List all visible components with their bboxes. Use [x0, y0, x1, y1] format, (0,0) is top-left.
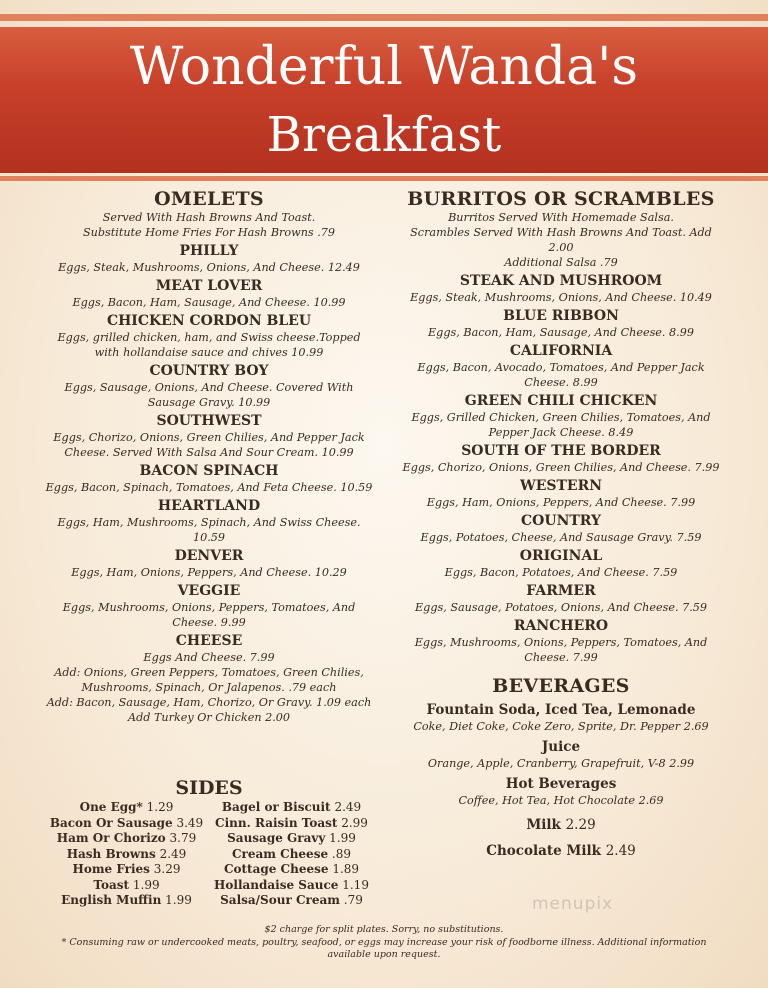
menu-item — [44, 547, 374, 580]
beverage-desc: Coffee, Hot Tea, Hot Chocolate 2.69 — [458, 794, 664, 807]
item-name: ORIGINAL — [519, 548, 603, 564]
omelets-section — [44, 188, 374, 725]
item-name: SOUTHWEST — [156, 413, 262, 429]
item-desc: Eggs, Sausage, Potatoes, Onions, And Cheese. 7.59 — [414, 601, 707, 614]
sides-title: SIDES — [175, 777, 243, 799]
side-price: .89 — [331, 846, 351, 861]
item-desc: Eggs, Sausage, Onions, And Cheese. Covered With Sausage Gravy. 10.99 — [64, 381, 354, 409]
addons-note: Add: Onions, Green Peppers, Tomatoes, Green Chilies, Mushrooms, Spinach, Or Jalapenos. .79 each — [54, 666, 364, 694]
item-name: PHILLY — [179, 243, 239, 259]
side-name: Cream Cheese — [231, 846, 329, 861]
side-item — [209, 800, 374, 816]
item-name: CHEESE — [175, 633, 243, 649]
burritos-section — [396, 188, 726, 860]
beverage-name: Juice — [541, 739, 581, 755]
side-price: 3.79 — [169, 831, 197, 845]
omelets-note: Served With Hash Browns And Toast. — [102, 211, 316, 224]
item-desc: Eggs, Chorizo, Onions, Green Chilies, And Pepper Jack Cheese. Served With Salsa And Sour Cream. 10.99 — [53, 431, 365, 459]
item-desc: Eggs, Bacon, Potatoes, And Cheese. 7.59 — [444, 566, 678, 579]
menu-item — [44, 277, 374, 310]
item-name: HEARTLAND — [157, 498, 261, 514]
side-item — [44, 893, 209, 909]
side-price: .79 — [343, 893, 363, 907]
burritos-title: BURRITOS OR SCRAMBLES — [407, 188, 715, 210]
menu-item — [396, 342, 726, 390]
side-price: 1.89 — [332, 862, 360, 876]
omelets-note: Substitute Home Fries For Hash Browns .79 — [83, 226, 335, 239]
menu-item — [396, 442, 726, 475]
side-name: Hash Browns — [66, 846, 156, 861]
beverages-title: BEVERAGES — [492, 675, 630, 697]
sides-right-column — [209, 800, 374, 909]
top-stripe — [0, 14, 768, 21]
side-item — [209, 831, 374, 847]
item-name: BLUE RIBBON — [503, 308, 619, 324]
item-name: CHICKEN CORDON BLEU — [106, 313, 312, 329]
item-desc: Eggs, Bacon, Ham, Sausage, And Cheese. 8.99 — [428, 326, 694, 339]
side-name: Cottage Cheese — [223, 862, 329, 876]
item-name: COUNTRY BOY — [149, 363, 269, 379]
side-name: Toast — [93, 877, 130, 892]
item-desc: Eggs, Steak, Mushrooms, Onions, And Cheese. 10.49 — [410, 291, 712, 304]
burritos-note: Scrambles Served With Hash Browns And Toast. Add 2.00 — [410, 226, 712, 254]
sides-left-column — [44, 800, 209, 909]
side-name: Cinn. Raisin Toast — [215, 815, 338, 830]
side-item — [209, 893, 374, 909]
item-name: FARMER — [526, 583, 596, 599]
beverage-item — [396, 738, 726, 771]
menu-item — [44, 312, 374, 360]
side-item — [44, 816, 209, 832]
item-desc: Eggs, Bacon, Spinach, Tomatoes, And Feta Cheese. 10.59 — [45, 481, 373, 494]
item-name: SOUTH OF THE BORDER — [461, 443, 661, 459]
item-name: DENVER — [174, 548, 244, 564]
side-name: English Muffin — [61, 893, 162, 907]
banner-title-line1: Wonderful Wanda's — [129, 37, 639, 97]
item-name: VEGGIE — [177, 583, 241, 599]
menu-item — [396, 617, 726, 665]
side-item — [209, 816, 374, 832]
beverage-item — [396, 701, 726, 734]
menu-item — [396, 392, 726, 440]
item-desc: Eggs, Ham, Mushrooms, Spinach, And Swiss Cheese. 10.59 — [57, 516, 361, 544]
item-desc: Eggs, Ham, Onions, Peppers, And Cheese. 10.29 — [71, 566, 347, 579]
item-desc: Eggs, Potatoes, Cheese, And Sausage Gravy. 7.59 — [420, 531, 702, 544]
side-name: Sausage Gravy — [227, 831, 326, 845]
menu-item — [44, 242, 374, 275]
menu-item — [396, 547, 726, 580]
item-name: CALIFORNIA — [509, 343, 613, 359]
menu-item — [396, 272, 726, 305]
side-price: 1.99 — [165, 893, 192, 907]
side-item — [44, 878, 209, 894]
side-price: 2.49 — [159, 846, 187, 861]
side-item — [44, 831, 209, 847]
addons-note: Add Turkey Or Chicken 2.00 — [127, 711, 290, 724]
menu-item — [44, 497, 374, 545]
side-item — [44, 847, 209, 863]
menu-item — [396, 307, 726, 340]
item-desc: Eggs, Grilled Chicken, Green Chilies, Tomatoes, And Pepper Jack Cheese. 8.49 — [411, 411, 711, 439]
footer — [40, 924, 728, 962]
item-desc: Eggs, Ham, Onions, Peppers, And Cheese. 7.99 — [426, 496, 696, 509]
item-desc: Eggs, Mushrooms, Onions, Peppers, Tomatoes, And Cheese. 9.99 — [62, 601, 356, 629]
bottom-stripe — [0, 176, 768, 181]
chocolate-milk-item — [396, 842, 726, 860]
menu-item — [396, 477, 726, 510]
side-name: Hollandaise Sauce — [214, 877, 339, 892]
sides-section — [44, 776, 374, 909]
watermark: menupix — [532, 894, 614, 914]
side-name: Ham Or Chorizo — [56, 831, 166, 845]
chocolate-milk-name: Chocolate Milk — [486, 843, 601, 859]
side-item — [209, 862, 374, 878]
addons-note: Add: Bacon, Sausage, Ham, Chorizo, Or Gravy. 1.09 each — [46, 696, 372, 709]
menu-item — [44, 362, 374, 410]
item-desc: Eggs, Chorizo, Onions, Green Chilies, And Cheese. 7.99 — [402, 461, 720, 474]
side-price: 1.29 — [146, 800, 174, 814]
burritos-note: Burritos Served With Homemade Salsa. — [448, 211, 674, 224]
side-price: 1.99 — [329, 831, 356, 845]
milk-price: 2.29 — [565, 817, 596, 833]
menu-item — [44, 632, 374, 665]
item-name: GREEN CHILI CHICKEN — [464, 393, 658, 409]
item-name: RANCHERO — [513, 618, 609, 634]
omelets-title: OMELETS — [154, 188, 264, 210]
menu-item — [396, 512, 726, 545]
side-price: 3.29 — [153, 862, 181, 876]
item-desc: Eggs, Bacon, Ham, Sausage, And Cheese. 10.99 — [72, 296, 346, 309]
banner-title-line2: Breakfast — [266, 107, 502, 163]
milk-item — [396, 816, 726, 834]
item-name: WESTERN — [519, 478, 603, 494]
side-name: Salsa/Sour Cream — [220, 893, 340, 907]
side-name: Bacon Or Sausage — [49, 815, 173, 830]
side-price: 2.99 — [341, 815, 368, 830]
item-desc: Eggs, Bacon, Avocado, Tomatoes, And Pepper Jack Cheese. 8.99 — [417, 361, 705, 389]
item-desc: Eggs, Steak, Mushrooms, Onions, And Cheese. 12.49 — [58, 261, 360, 274]
beverage-name: Hot Beverages — [505, 776, 617, 792]
item-desc: Eggs, Mushrooms, Onions, Peppers, Tomatoes, And Cheese. 7.99 — [414, 636, 708, 664]
item-name: STEAK AND MUSHROOM — [459, 273, 663, 289]
beverage-desc: Coke, Diet Coke, Coke Zero, Sprite, Dr. Pepper 2.69 — [413, 720, 709, 733]
banner — [0, 27, 768, 173]
menu-item — [44, 412, 374, 460]
footer-note: $2 charge for split plates. Sorry, no substitutions. — [264, 924, 504, 935]
side-price: 1.99 — [132, 877, 160, 892]
item-name: MEAT LOVER — [155, 278, 263, 294]
beverage-name: Fountain Soda, Iced Tea, Lemonade — [426, 702, 696, 718]
item-desc: Eggs, grilled chicken, ham, and Swiss cheese.Topped with hollandaise sauce and chives 10.99 — [57, 331, 361, 359]
side-price: 3.49 — [176, 815, 204, 830]
side-item — [44, 862, 209, 878]
side-item — [209, 878, 374, 894]
menu-item — [44, 462, 374, 495]
item-desc: Eggs And Cheese. 7.99 — [143, 651, 275, 664]
side-name: One Egg* — [79, 800, 143, 814]
side-price: 1.19 — [342, 877, 369, 892]
side-item — [209, 847, 374, 863]
beverage-item — [396, 775, 726, 808]
milk-name: Milk — [526, 817, 561, 833]
side-price: 2.49 — [334, 800, 362, 814]
burritos-note: Additional Salsa .79 — [504, 256, 618, 269]
side-name: Home Fries — [72, 862, 150, 876]
menu-item — [44, 582, 374, 630]
footer-disclaimer: * Consuming raw or undercooked meats, poultry, seafood, or eggs may increase your risk of foodborne illness. Additional information available upon request. — [61, 936, 707, 960]
item-name: BACON SPINACH — [139, 463, 279, 479]
menu-item — [396, 582, 726, 615]
item-name: COUNTRY — [521, 513, 601, 529]
side-item — [44, 800, 209, 816]
beverage-desc: Orange, Apple, Cranberry, Grapefruit, V-8 2.99 — [427, 757, 695, 770]
side-name: Bagel or Biscuit — [221, 800, 331, 814]
chocolate-milk-price: 2.49 — [605, 843, 636, 859]
